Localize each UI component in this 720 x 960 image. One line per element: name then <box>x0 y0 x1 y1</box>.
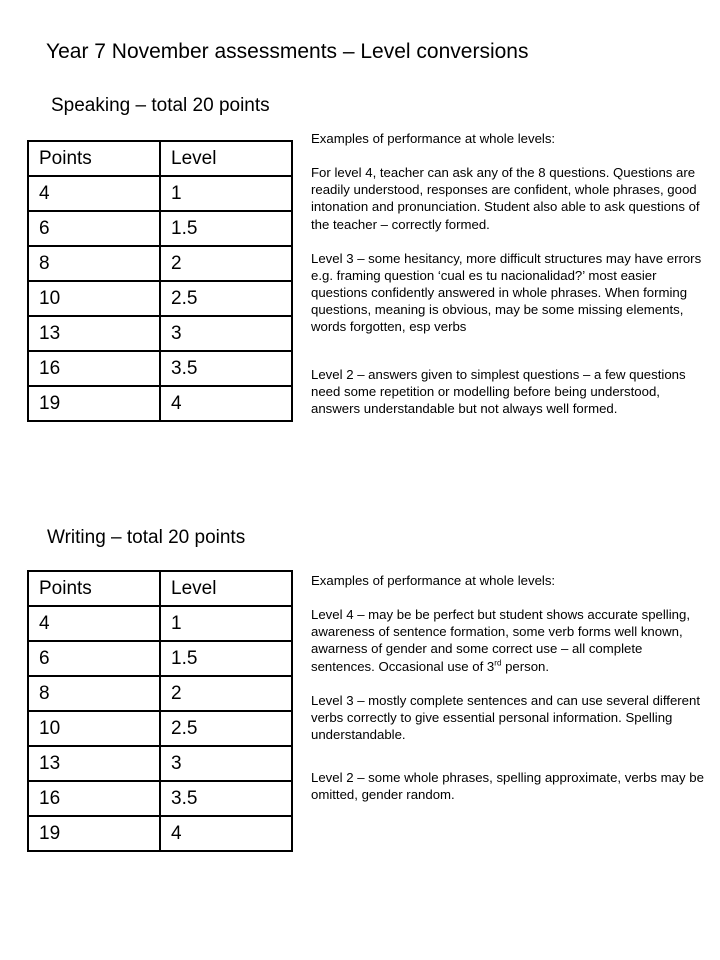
table-cell-level: 2.5 <box>160 281 292 316</box>
table-row <box>28 746 292 781</box>
table-cell-points: 16 <box>28 351 160 386</box>
table-cell-points: 10 <box>28 281 160 316</box>
table-row <box>28 386 292 421</box>
table-cell-points: 13 <box>28 746 160 781</box>
table-row <box>28 211 292 246</box>
table-row <box>28 781 292 816</box>
table-cell-level: 2.5 <box>160 711 292 746</box>
table-header-level: Level <box>160 571 292 606</box>
table-row <box>28 351 292 386</box>
table-row <box>28 246 292 281</box>
table-row <box>28 176 292 211</box>
notes-level-4-superscript: rd <box>494 658 502 668</box>
table-header-points: Points <box>28 571 160 606</box>
table-row <box>28 641 292 676</box>
notes-level-2: Level 2 – answers given to simplest questions – a few questions need some repetition or modelling before being understood, answers understandable but not always well formed. <box>311 366 686 416</box>
writing-level-notes <box>311 572 709 821</box>
notes-intro: Examples of performance at whole levels: <box>311 573 556 588</box>
table-cell-level: 1 <box>160 176 292 211</box>
table-cell-level: 2 <box>160 676 292 711</box>
table-cell-points: 19 <box>28 386 160 421</box>
table-row <box>28 816 292 851</box>
table-cell-level: 3.5 <box>160 781 292 816</box>
table-cell-points: 16 <box>28 781 160 816</box>
notes-level-4-end: person. <box>501 658 550 674</box>
notes-intro: Examples of performance at whole levels: <box>311 131 556 146</box>
speaking-heading: Speaking – total 20 points <box>51 95 270 116</box>
speaking-level-notes <box>311 130 709 434</box>
table-row <box>28 676 292 711</box>
table-cell-level: 3 <box>160 746 292 781</box>
table-header-row <box>28 141 292 176</box>
table-row <box>28 281 292 316</box>
table-cell-level: 4 <box>160 816 292 851</box>
speaking-levels-table <box>27 140 293 422</box>
table-cell-level: 3 <box>160 316 292 351</box>
table-row <box>28 316 292 351</box>
notes-level-3: Level 3 – some hesitancy, more difficult structures may have errors e.g. framing question ‘cual es tu nacionalidad?’ most easier questions confidently answered in whole phrases. When forming questions, meaning is obvious, may be some missing elements, words forgotten, esp verbs <box>311 250 702 335</box>
notes-level-4-text: Level 4 – may be be perfect but student shows accurate spelling, awareness of sentence formation, some verb forms well known, awarness of gender and some correct use – all complete sentences. Occasional use of 3 <box>311 607 690 674</box>
table-cell-level: 3.5 <box>160 351 292 386</box>
table-cell-level: 4 <box>160 386 292 421</box>
table-cell-points: 6 <box>28 641 160 676</box>
table-header-points: Points <box>28 141 160 176</box>
table-cell-points: 13 <box>28 316 160 351</box>
table-header-level: Level <box>160 141 292 176</box>
page-title: Year 7 November assessments – Level conversions <box>46 40 529 63</box>
table-cell-level: 1 <box>160 606 292 641</box>
notes-level-3: Level 3 – mostly complete sentences and can use several different verbs correctly to give essential personal information. Spelling understandable. <box>311 692 701 743</box>
table-cell-points: 8 <box>28 246 160 281</box>
notes-level-4 <box>311 606 709 675</box>
table-cell-points: 4 <box>28 176 160 211</box>
table-cell-points: 8 <box>28 676 160 711</box>
table-cell-level: 1.5 <box>160 211 292 246</box>
table-cell-level: 1.5 <box>160 641 292 676</box>
table-cell-level: 2 <box>160 246 292 281</box>
table-cell-points: 4 <box>28 606 160 641</box>
table-row <box>28 711 292 746</box>
writing-levels-table <box>27 570 293 852</box>
table-row <box>28 606 292 641</box>
table-header-row <box>28 571 292 606</box>
table-cell-points: 19 <box>28 816 160 851</box>
table-cell-points: 6 <box>28 211 160 246</box>
table-cell-points: 10 <box>28 711 160 746</box>
notes-level-4: For level 4, teacher can ask any of the 8 questions. Questions are readily understood, responses are confident, whole phrases, good intonation and pronunciation. Student also able to ask questions of the teacher – correctly formed. <box>311 165 700 232</box>
notes-level-2: Level 2 – some whole phrases, spelling approximate, verbs may be omitted, gender random. <box>311 770 704 803</box>
writing-heading: Writing – total 20 points <box>47 527 246 548</box>
